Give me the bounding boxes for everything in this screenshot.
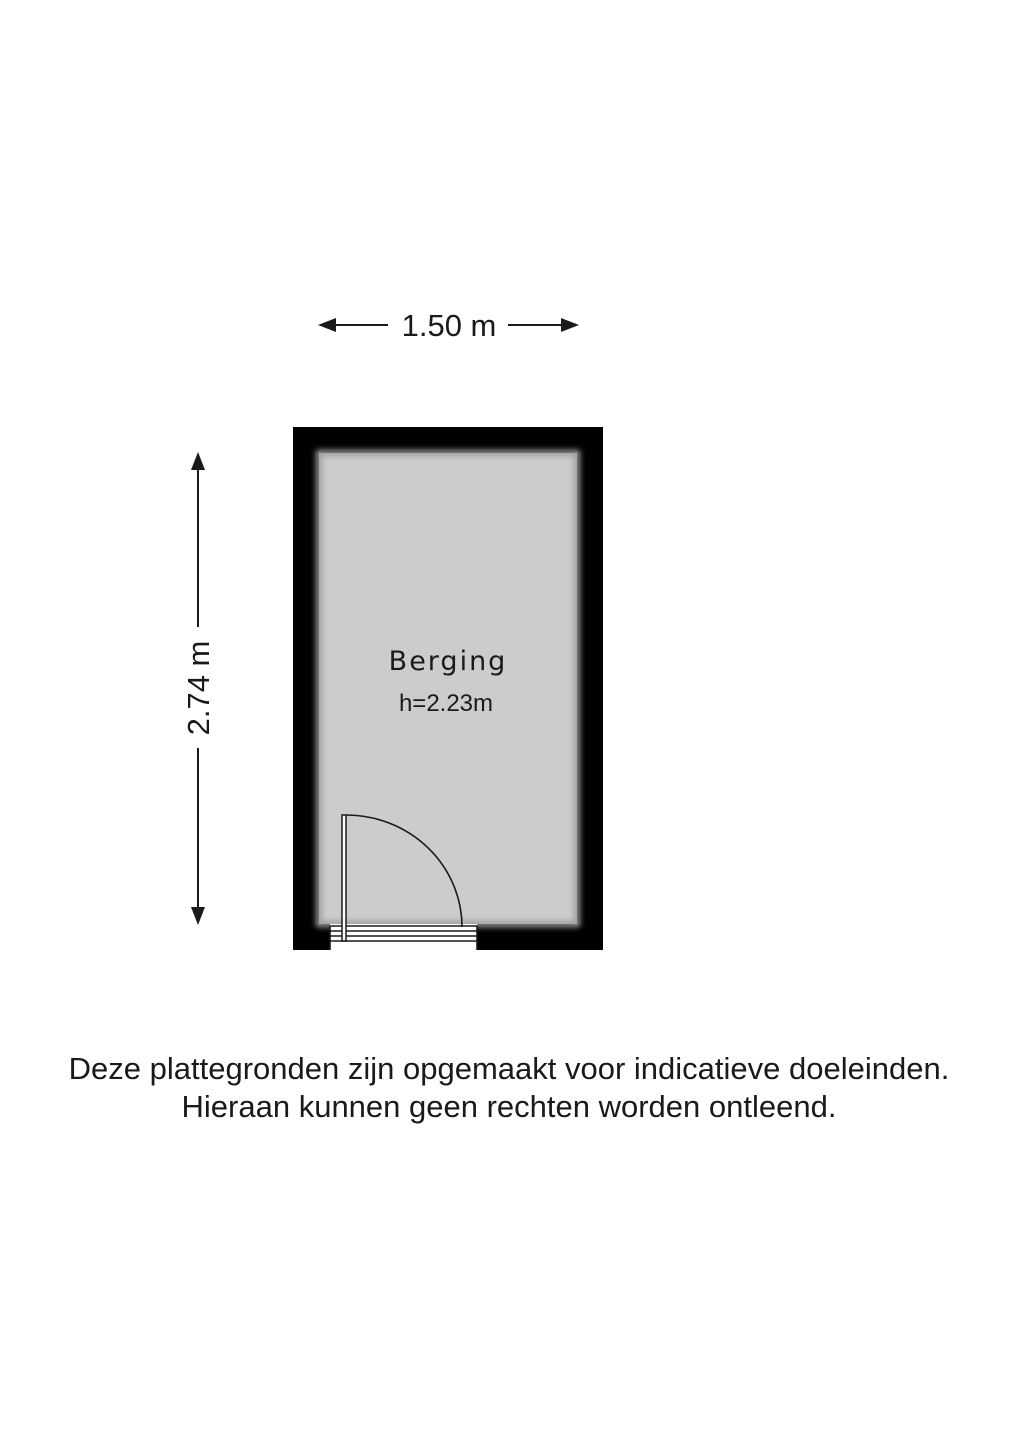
room-berging: [293, 427, 603, 951]
width-dimension-label: 1.50 m: [401, 308, 497, 343]
room-height-label: h=2.23m: [398, 690, 494, 717]
length-dimension-label: 2.74 m: [181, 640, 216, 736]
disclaimer-line-1: Deze plattegronden zijn opgemaakt voor indicatieve doeleinden.: [68, 1051, 950, 1086]
arrow-left-icon: [318, 318, 336, 332]
room-floor: [319, 453, 577, 924]
arrow-right-icon: [561, 318, 579, 332]
disclaimer-line-2: Hieraan kunnen geen rechten worden ontleend.: [181, 1089, 837, 1124]
disclaimer: [0, 1050, 1018, 1126]
door-opening: [330, 924, 477, 951]
width-dimension: [318, 308, 579, 343]
arrow-down-icon: [191, 907, 205, 925]
door-leaf: [342, 815, 346, 941]
length-dimension: [181, 452, 216, 925]
room-name-label: Berging: [388, 646, 508, 677]
